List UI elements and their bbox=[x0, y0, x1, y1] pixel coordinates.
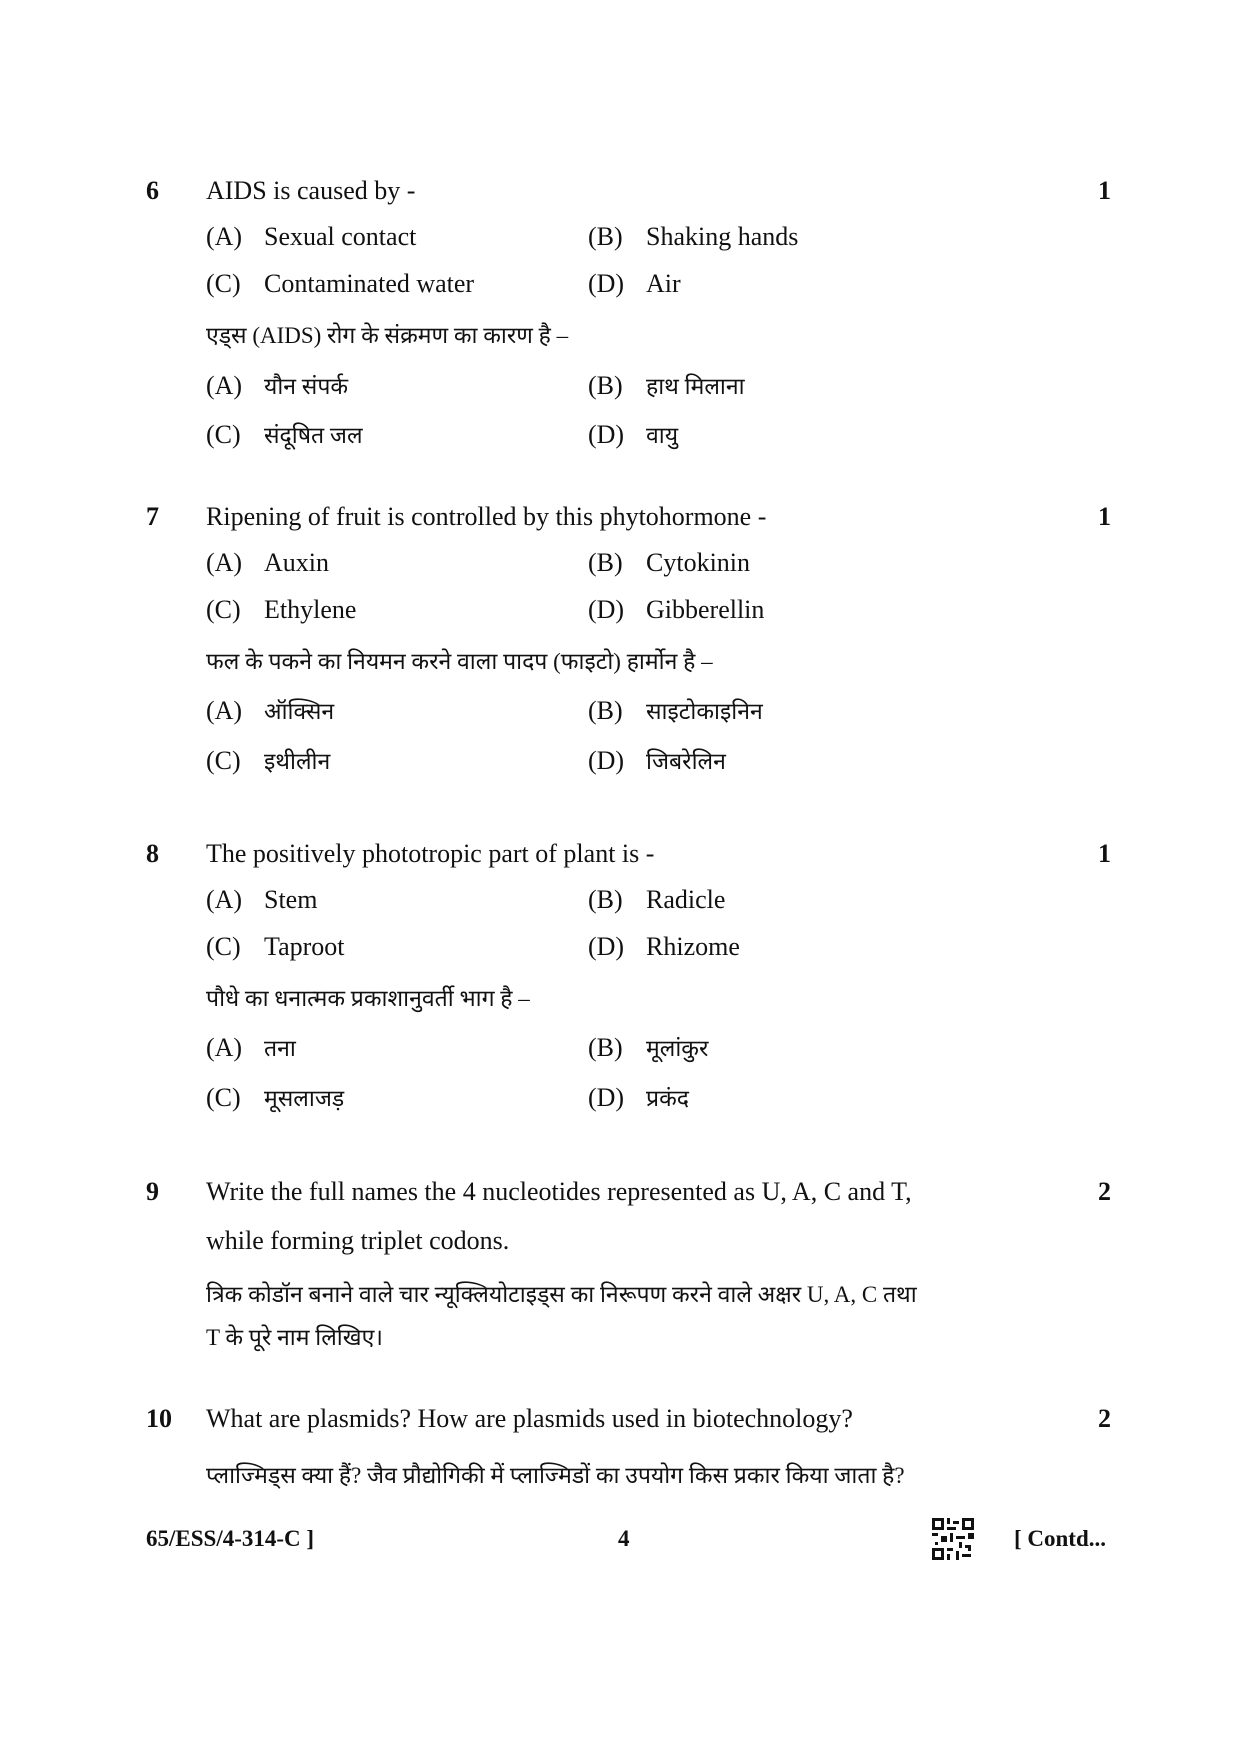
option-text: Taproot bbox=[264, 932, 345, 961]
option-text: Rhizome bbox=[646, 932, 740, 961]
option-label: (D) bbox=[588, 420, 625, 449]
option-text: मूलांकुर bbox=[646, 1036, 709, 1061]
question-stem-hi-line2: T के पूरे नाम लिखिए। bbox=[206, 1325, 384, 1350]
option-text: जिबरेलिन bbox=[646, 749, 726, 774]
option-label: (B) bbox=[588, 222, 623, 251]
option-label: (A) bbox=[206, 885, 243, 914]
question-stem-hi: फल के पकने का नियमन करने वाला पादप (फाइटो) हार्मोन है – bbox=[206, 649, 713, 674]
option-label: (B) bbox=[588, 1033, 623, 1062]
option-label: (D) bbox=[588, 1083, 625, 1112]
option-text: Gibberellin bbox=[646, 595, 765, 624]
option-d-hi bbox=[588, 1081, 689, 1113]
question-stem-en-line1: Write the full names the 4 nucleotides represented as U, A, C and T, bbox=[206, 1177, 912, 1206]
question-number: 6 bbox=[146, 176, 159, 205]
option-text: Shaking hands bbox=[646, 222, 799, 251]
option-b-hi bbox=[588, 694, 763, 726]
option-label: (A) bbox=[206, 1033, 243, 1062]
option-label: (B) bbox=[588, 696, 623, 725]
question-stem-hi: पौधे का धनात्मक प्रकाशानुवर्ती भाग है – bbox=[206, 986, 530, 1011]
question-stem-en: The positively phototropic part of plant is - bbox=[206, 839, 655, 868]
option-text: ऑक्सिन bbox=[264, 699, 335, 724]
question-stem-hi: प्लाज्मिड्स क्या हैं? जैव प्रौद्योगिकी में प्लाज्मिडों का उपयोग किस प्रकार किया जाता है? bbox=[206, 1463, 905, 1488]
option-text: वायु bbox=[646, 423, 679, 448]
option-label: (B) bbox=[588, 371, 623, 400]
option-c-en bbox=[206, 932, 345, 962]
option-b-hi bbox=[588, 369, 745, 401]
question-marks: 2 bbox=[1098, 1404, 1111, 1433]
option-label: (A) bbox=[206, 696, 243, 725]
page-number: 4 bbox=[618, 1526, 630, 1551]
option-a-en bbox=[206, 222, 416, 252]
option-text: Stem bbox=[264, 885, 318, 914]
question-number: 9 bbox=[146, 1177, 159, 1206]
option-a-en bbox=[206, 548, 329, 578]
option-a-hi bbox=[206, 1031, 296, 1063]
option-c-en bbox=[206, 595, 356, 625]
option-label: (D) bbox=[588, 269, 625, 298]
question-number: 7 bbox=[146, 502, 159, 531]
question-stem-en-line2: while forming triplet codons. bbox=[206, 1226, 510, 1255]
option-text: साइटोकाइनिन bbox=[646, 699, 763, 724]
option-label: (C) bbox=[206, 595, 241, 624]
option-label: (C) bbox=[206, 746, 241, 775]
option-b-en bbox=[588, 548, 750, 578]
continued-label: [ Contd... bbox=[1014, 1526, 1107, 1551]
question-number: 10 bbox=[146, 1404, 172, 1433]
question-number: 8 bbox=[146, 839, 159, 868]
option-b-en bbox=[588, 885, 725, 915]
option-a-hi bbox=[206, 369, 348, 401]
option-label: (C) bbox=[206, 269, 241, 298]
option-text: प्रकंद bbox=[646, 1086, 689, 1111]
option-text: यौन संपर्क bbox=[264, 374, 349, 399]
option-label: (D) bbox=[588, 932, 625, 961]
option-text: Air bbox=[646, 269, 681, 298]
question-marks: 2 bbox=[1098, 1177, 1111, 1206]
option-c-hi bbox=[206, 418, 363, 450]
paper-code: 65/ESS/4-314-C ] bbox=[146, 1526, 315, 1551]
option-label: (C) bbox=[206, 932, 241, 961]
option-label: (D) bbox=[588, 746, 625, 775]
question-stem-hi: एड्स (AIDS) रोग के संक्रमण का कारण है – bbox=[206, 323, 569, 348]
option-label: (B) bbox=[588, 885, 623, 914]
option-b-hi bbox=[588, 1031, 708, 1063]
option-text: Cytokinin bbox=[646, 548, 751, 577]
option-b-en bbox=[588, 222, 798, 252]
option-label: (A) bbox=[206, 548, 243, 577]
option-c-en bbox=[206, 269, 474, 299]
question-stem-hi-line1: त्रिक कोडॉन बनाने वाले चार न्यूक्लियोटाइड्स का निरूपण करने वाले अक्षर U, A, C तथा bbox=[206, 1282, 917, 1307]
option-c-hi bbox=[206, 1081, 344, 1113]
question-stem-en: Ripening of fruit is controlled by this phytohormone - bbox=[206, 502, 767, 531]
option-label: (C) bbox=[206, 420, 241, 449]
qr-code-icon bbox=[932, 1518, 974, 1560]
option-text: संदूषित जल bbox=[264, 423, 363, 448]
question-marks: 1 bbox=[1098, 176, 1111, 205]
option-text: मूसलाजड़ bbox=[264, 1086, 345, 1111]
question-marks: 1 bbox=[1098, 502, 1111, 531]
option-text: तना bbox=[264, 1036, 296, 1061]
option-a-hi bbox=[206, 694, 334, 726]
option-d-hi bbox=[588, 744, 726, 776]
question-stem-en: AIDS is caused by - bbox=[206, 176, 416, 205]
option-text: इथीलीन bbox=[264, 749, 331, 774]
option-label: (D) bbox=[588, 595, 625, 624]
option-text: Ethylene bbox=[264, 595, 357, 624]
option-label: (A) bbox=[206, 371, 243, 400]
option-d-en bbox=[588, 595, 764, 625]
option-d-en bbox=[588, 932, 740, 962]
option-text: Sexual contact bbox=[264, 222, 417, 251]
option-c-hi bbox=[206, 744, 330, 776]
option-label: (C) bbox=[206, 1083, 241, 1112]
option-d-en bbox=[588, 269, 681, 299]
option-label: (B) bbox=[588, 548, 623, 577]
option-a-en bbox=[206, 885, 317, 915]
question-marks: 1 bbox=[1098, 839, 1111, 868]
option-text: Auxin bbox=[264, 548, 329, 577]
question-stem-en: What are plasmids? How are plasmids used in biotechnology? bbox=[206, 1404, 853, 1433]
option-text: Contaminated water bbox=[264, 269, 475, 298]
option-d-hi bbox=[588, 418, 678, 450]
option-text: हाथ मिलाना bbox=[646, 374, 745, 399]
option-text: Radicle bbox=[646, 885, 726, 914]
option-label: (A) bbox=[206, 222, 243, 251]
